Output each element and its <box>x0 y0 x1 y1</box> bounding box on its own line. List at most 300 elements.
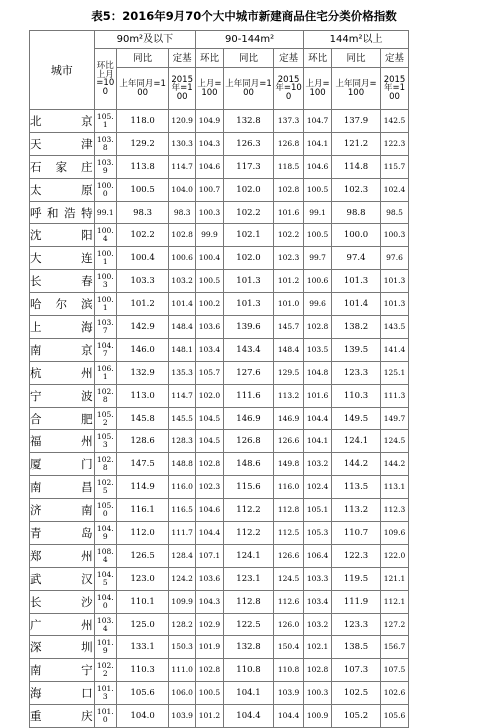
value-cell: 150.3 <box>169 636 196 659</box>
city-cell: 南昌 <box>30 476 95 499</box>
value-cell: 112.0 <box>116 522 168 545</box>
value-cell: 107.5 <box>381 659 409 682</box>
value-cell: 101.3 <box>381 270 409 293</box>
value-cell: 102.6 <box>381 682 409 705</box>
value-cell: 102.8 <box>196 659 224 682</box>
value-cell: 101.3 <box>332 270 381 293</box>
value-cell: 145.7 <box>274 316 304 339</box>
value-cell: 104.9 <box>94 522 116 545</box>
table-row <box>30 316 409 339</box>
value-cell: 103.2 <box>304 613 332 636</box>
value-cell: 103.6 <box>196 316 224 339</box>
value-cell: 100.6 <box>169 247 196 270</box>
city-cell: 长春 <box>30 270 95 293</box>
value-cell: 127.6 <box>223 361 273 384</box>
value-cell: 102.3 <box>332 178 381 201</box>
value-cell: 102.8 <box>304 316 332 339</box>
city-cell: 厦门 <box>30 453 95 476</box>
value-cell: 135.3 <box>169 361 196 384</box>
value-cell: 104.0 <box>169 178 196 201</box>
value-cell: 98.5 <box>381 201 409 224</box>
value-cell: 101.3 <box>94 682 116 705</box>
value-cell: 123.3 <box>332 361 381 384</box>
value-cell: 100.6 <box>304 270 332 293</box>
value-cell: 97.4 <box>332 247 381 270</box>
value-cell: 101.4 <box>169 293 196 316</box>
value-cell: 103.5 <box>304 338 332 361</box>
table-title: 表5：2016年9月70个大中城市新建商品住宅分类价格指数 <box>91 9 397 23</box>
value-cell: 102.0 <box>223 247 273 270</box>
value-cell: 110.8 <box>274 659 304 682</box>
value-cell: 126.5 <box>116 544 168 567</box>
value-cell: 97.6 <box>381 247 409 270</box>
value-cell: 99.1 <box>304 201 332 224</box>
value-cell: 156.7 <box>381 636 409 659</box>
value-cell: 126.6 <box>274 430 304 453</box>
value-cell: 146.0 <box>116 338 168 361</box>
value-cell: 109.6 <box>381 522 409 545</box>
value-cell: 102.8 <box>94 453 116 476</box>
city-cell: 北京 <box>30 110 95 133</box>
value-cell: 147.5 <box>116 453 168 476</box>
group-header-90-144: 90-144m² <box>196 31 304 49</box>
value-cell: 101.3 <box>381 293 409 316</box>
value-cell: 103.9 <box>169 705 196 728</box>
value-cell: 105.6 <box>381 705 409 728</box>
value-cell: 102.4 <box>381 178 409 201</box>
value-cell: 99.7 <box>304 247 332 270</box>
value-cell: 122.0 <box>381 544 409 567</box>
value-cell: 104.4 <box>223 705 273 728</box>
city-cell: 天津 <box>30 132 95 155</box>
table-row <box>30 407 409 430</box>
value-cell: 102.8 <box>274 178 304 201</box>
value-cell: 102.5 <box>332 682 381 705</box>
value-cell: 104.4 <box>196 522 224 545</box>
value-cell: 105.2 <box>332 705 381 728</box>
price-index-table <box>29 30 409 728</box>
value-cell: 100.1 <box>94 247 116 270</box>
city-cell: 海口 <box>30 682 95 705</box>
value-cell: 105.6 <box>116 682 168 705</box>
value-cell: 98.8 <box>332 201 381 224</box>
value-cell: 124.5 <box>274 567 304 590</box>
value-cell: 110.3 <box>116 659 168 682</box>
value-cell: 112.2 <box>223 522 273 545</box>
value-cell: 122.5 <box>223 613 273 636</box>
value-cell: 146.9 <box>223 407 273 430</box>
value-cell: 104.7 <box>94 338 116 361</box>
value-cell: 104.1 <box>223 682 273 705</box>
value-cell: 104.5 <box>94 567 116 590</box>
value-cell: 100.4 <box>94 224 116 247</box>
value-cell: 100.0 <box>332 224 381 247</box>
value-cell: 111.0 <box>169 659 196 682</box>
value-cell: 123.3 <box>332 613 381 636</box>
value-cell: 110.1 <box>116 590 168 613</box>
city-cell: 合肥 <box>30 407 95 430</box>
value-cell: 148.1 <box>169 338 196 361</box>
value-cell: 116.5 <box>169 499 196 522</box>
g3-dj-sub: 2015年=100 <box>381 68 409 110</box>
value-cell: 112.1 <box>381 590 409 613</box>
g3-hb-header: 环比 <box>304 49 332 68</box>
value-cell: 100.3 <box>196 201 224 224</box>
value-cell: 102.1 <box>304 636 332 659</box>
value-cell: 106.1 <box>94 361 116 384</box>
value-cell: 115.6 <box>223 476 273 499</box>
g2-hb-header: 环比 <box>196 49 224 68</box>
table-row <box>30 384 409 407</box>
value-cell: 98.3 <box>116 201 168 224</box>
table-row <box>30 613 409 636</box>
value-cell: 100.5 <box>304 224 332 247</box>
g2-hb-sub: 上月=100 <box>196 68 224 110</box>
value-cell: 101.6 <box>274 201 304 224</box>
value-cell: 113.2 <box>332 499 381 522</box>
value-cell: 143.4 <box>223 338 273 361</box>
value-cell: 127.2 <box>381 613 409 636</box>
value-cell: 105.3 <box>94 430 116 453</box>
table-row <box>30 155 409 178</box>
city-cell: 深圳 <box>30 636 95 659</box>
city-cell: 郑州 <box>30 544 95 567</box>
g1-hb-label: 环比 <box>96 61 114 71</box>
table-row <box>30 636 409 659</box>
value-cell: 126.8 <box>274 132 304 155</box>
value-cell: 102.9 <box>196 613 224 636</box>
value-cell: 142.5 <box>381 110 409 133</box>
city-cell: 宁波 <box>30 384 95 407</box>
value-cell: 102.8 <box>169 224 196 247</box>
value-cell: 138.2 <box>332 316 381 339</box>
city-cell: 杭州 <box>30 361 95 384</box>
value-cell: 107.3 <box>332 659 381 682</box>
value-cell: 100.3 <box>304 682 332 705</box>
value-cell: 100.2 <box>196 293 224 316</box>
city-cell: 沈阳 <box>30 224 95 247</box>
table-row <box>30 499 409 522</box>
value-cell: 141.4 <box>381 338 409 361</box>
value-cell: 145.8 <box>116 407 168 430</box>
table-row <box>30 453 409 476</box>
value-cell: 113.8 <box>116 155 168 178</box>
table-row <box>30 544 409 567</box>
value-cell: 124.2 <box>169 567 196 590</box>
city-cell: 呼和浩特 <box>30 201 95 224</box>
table-row <box>30 178 409 201</box>
g2-tb-header: 同比 <box>223 49 273 68</box>
value-cell: 104.3 <box>196 132 224 155</box>
g1-tb-sub: 上年同月=100 <box>116 68 168 110</box>
value-cell: 112.6 <box>274 590 304 613</box>
table-row <box>30 476 409 499</box>
value-cell: 105.1 <box>94 110 116 133</box>
value-cell: 128.6 <box>116 430 168 453</box>
value-cell: 110.3 <box>332 384 381 407</box>
value-cell: 113.0 <box>116 384 168 407</box>
value-cell: 108.4 <box>94 544 116 567</box>
value-cell: 148.4 <box>169 316 196 339</box>
value-cell: 110.7 <box>332 522 381 545</box>
value-cell: 104.5 <box>196 430 224 453</box>
value-cell: 114.7 <box>169 155 196 178</box>
value-cell: 101.2 <box>274 270 304 293</box>
value-cell: 103.9 <box>274 682 304 705</box>
value-cell: 116.0 <box>169 476 196 499</box>
g1-hb-header <box>94 49 116 110</box>
value-cell: 100.5 <box>304 178 332 201</box>
value-cell: 146.9 <box>274 407 304 430</box>
value-cell: 148.6 <box>223 453 273 476</box>
value-cell: 122.3 <box>381 132 409 155</box>
table-row <box>30 338 409 361</box>
value-cell: 126.8 <box>223 430 273 453</box>
value-cell: 106.0 <box>169 682 196 705</box>
table-header <box>30 31 409 110</box>
value-cell: 104.9 <box>196 110 224 133</box>
table-row <box>30 224 409 247</box>
value-cell: 102.0 <box>223 178 273 201</box>
value-cell: 106.4 <box>304 544 332 567</box>
value-cell: 118.0 <box>116 110 168 133</box>
value-cell: 124.5 <box>381 430 409 453</box>
value-cell: 100.3 <box>381 224 409 247</box>
value-cell: 112.5 <box>274 522 304 545</box>
value-cell: 114.8 <box>332 155 381 178</box>
value-cell: 100.4 <box>116 247 168 270</box>
value-cell: 111.7 <box>169 522 196 545</box>
city-cell: 南京 <box>30 338 95 361</box>
value-cell: 102.2 <box>94 659 116 682</box>
value-cell: 100.5 <box>116 178 168 201</box>
value-cell: 100.3 <box>94 270 116 293</box>
g1-dj-header: 定基 <box>169 49 196 68</box>
value-cell: 104.6 <box>304 155 332 178</box>
value-cell: 102.3 <box>196 476 224 499</box>
value-cell: 148.8 <box>169 453 196 476</box>
value-cell: 116.0 <box>274 476 304 499</box>
value-cell: 104.5 <box>196 407 224 430</box>
value-cell: 102.0 <box>196 384 224 407</box>
value-cell: 101.2 <box>116 293 168 316</box>
value-cell: 145.5 <box>169 407 196 430</box>
value-cell: 103.6 <box>196 567 224 590</box>
value-cell: 103.9 <box>94 155 116 178</box>
value-cell: 113.1 <box>381 476 409 499</box>
city-cell: 太原 <box>30 178 95 201</box>
value-cell: 104.3 <box>196 590 224 613</box>
value-cell: 99.1 <box>94 201 116 224</box>
value-cell: 115.7 <box>381 155 409 178</box>
table-row <box>30 522 409 545</box>
value-cell: 103.3 <box>304 567 332 590</box>
city-cell: 哈尔滨 <box>30 293 95 316</box>
value-cell: 100.5 <box>196 682 224 705</box>
city-cell: 济南 <box>30 499 95 522</box>
value-cell: 101.3 <box>223 293 273 316</box>
city-cell: 广州 <box>30 613 95 636</box>
value-cell: 111.3 <box>381 384 409 407</box>
value-cell: 100.7 <box>196 178 224 201</box>
value-cell: 104.6 <box>196 499 224 522</box>
value-cell: 116.1 <box>116 499 168 522</box>
value-cell: 107.1 <box>196 544 224 567</box>
value-cell: 138.5 <box>332 636 381 659</box>
value-cell: 99.9 <box>196 224 224 247</box>
value-cell: 128.4 <box>169 544 196 567</box>
value-cell: 112.3 <box>381 499 409 522</box>
value-cell: 102.2 <box>274 224 304 247</box>
value-cell: 126.6 <box>274 544 304 567</box>
table-row <box>30 247 409 270</box>
value-cell: 102.8 <box>94 384 116 407</box>
value-cell: 126.3 <box>223 132 273 155</box>
value-cell: 112.8 <box>223 590 273 613</box>
city-cell: 上海 <box>30 316 95 339</box>
value-cell: 100.9 <box>304 705 332 728</box>
value-cell: 100.4 <box>196 247 224 270</box>
value-cell: 102.8 <box>196 453 224 476</box>
value-cell: 118.5 <box>274 155 304 178</box>
value-cell: 102.4 <box>304 476 332 499</box>
table-row <box>30 110 409 133</box>
city-cell: 石家庄 <box>30 155 95 178</box>
value-cell: 121.2 <box>332 132 381 155</box>
table-body <box>30 110 409 728</box>
value-cell: 148.4 <box>274 338 304 361</box>
value-cell: 105.1 <box>304 499 332 522</box>
value-cell: 137.9 <box>332 110 381 133</box>
value-cell: 101.2 <box>196 705 224 728</box>
value-cell: 111.6 <box>223 384 273 407</box>
value-cell: 105.3 <box>304 522 332 545</box>
value-cell: 101.4 <box>332 293 381 316</box>
value-cell: 142.9 <box>116 316 168 339</box>
value-cell: 100.0 <box>94 178 116 201</box>
value-cell: 110.8 <box>223 659 273 682</box>
value-cell: 104.1 <box>304 430 332 453</box>
g3-hb-sub: 上月=100 <box>304 68 332 110</box>
value-cell: 114.9 <box>116 476 168 499</box>
value-cell: 103.4 <box>196 338 224 361</box>
value-cell: 114.7 <box>169 384 196 407</box>
value-cell: 104.1 <box>304 132 332 155</box>
value-cell: 139.6 <box>223 316 273 339</box>
table-row <box>30 590 409 613</box>
value-cell: 132.9 <box>116 361 168 384</box>
value-cell: 129.5 <box>274 361 304 384</box>
value-cell: 121.1 <box>381 567 409 590</box>
value-cell: 133.1 <box>116 636 168 659</box>
table-row <box>30 430 409 453</box>
value-cell: 149.8 <box>274 453 304 476</box>
value-cell: 112.2 <box>223 499 273 522</box>
value-cell: 103.7 <box>94 316 116 339</box>
value-cell: 101.9 <box>196 636 224 659</box>
value-cell: 99.6 <box>304 293 332 316</box>
value-cell: 125.1 <box>381 361 409 384</box>
group-header-90-below: 90m²及以下 <box>94 31 195 49</box>
value-cell: 129.2 <box>116 132 168 155</box>
table-row <box>30 201 409 224</box>
value-cell: 120.9 <box>169 110 196 133</box>
value-cell: 125.0 <box>116 613 168 636</box>
value-cell: 124.1 <box>223 544 273 567</box>
value-cell: 105.2 <box>94 407 116 430</box>
g1-dj-sub: 2015年=100 <box>169 68 196 110</box>
value-cell: 143.5 <box>381 316 409 339</box>
value-cell: 103.8 <box>94 132 116 155</box>
city-cell: 大连 <box>30 247 95 270</box>
value-cell: 117.3 <box>223 155 273 178</box>
value-cell: 144.2 <box>332 453 381 476</box>
value-cell: 119.5 <box>332 567 381 590</box>
table-row <box>30 270 409 293</box>
value-cell: 103.4 <box>94 613 116 636</box>
value-cell: 149.7 <box>381 407 409 430</box>
value-cell: 100.1 <box>94 293 116 316</box>
table-row <box>30 659 409 682</box>
value-cell: 150.4 <box>274 636 304 659</box>
value-cell: 124.1 <box>332 430 381 453</box>
value-cell: 111.9 <box>332 590 381 613</box>
value-cell: 137.3 <box>274 110 304 133</box>
city-column-header: 城市 <box>30 31 95 110</box>
value-cell: 101.9 <box>94 636 116 659</box>
g1-tb-header: 同比 <box>116 49 168 68</box>
table-row <box>30 567 409 590</box>
table-row <box>30 705 409 728</box>
value-cell: 100.5 <box>196 270 224 293</box>
table-row <box>30 361 409 384</box>
value-cell: 113.2 <box>274 384 304 407</box>
value-cell: 109.9 <box>169 590 196 613</box>
value-cell: 122.3 <box>332 544 381 567</box>
value-cell: 102.2 <box>223 201 273 224</box>
value-cell: 128.3 <box>169 430 196 453</box>
table-row <box>30 293 409 316</box>
value-cell: 105.7 <box>196 361 224 384</box>
value-cell: 132.8 <box>223 636 273 659</box>
value-cell: 104.8 <box>304 361 332 384</box>
city-cell: 长沙 <box>30 590 95 613</box>
value-cell: 101.0 <box>274 293 304 316</box>
value-cell: 104.0 <box>116 705 168 728</box>
city-cell: 福州 <box>30 430 95 453</box>
value-cell: 126.0 <box>274 613 304 636</box>
value-cell: 144.2 <box>381 453 409 476</box>
value-cell: 112.8 <box>274 499 304 522</box>
table-row <box>30 682 409 705</box>
table-row <box>30 132 409 155</box>
g2-dj-header: 定基 <box>274 49 304 68</box>
value-cell: 104.4 <box>304 407 332 430</box>
value-cell: 104.6 <box>196 155 224 178</box>
g2-dj-sub: 2015年=100 <box>274 68 304 110</box>
value-cell: 101.3 <box>223 270 273 293</box>
value-cell: 104.0 <box>94 590 116 613</box>
g2-tb-sub: 上年同月=100 <box>223 68 273 110</box>
value-cell: 102.1 <box>223 224 273 247</box>
value-cell: 104.4 <box>274 705 304 728</box>
value-cell: 149.5 <box>332 407 381 430</box>
value-cell: 123.1 <box>223 567 273 590</box>
value-cell: 102.2 <box>116 224 168 247</box>
value-cell: 103.2 <box>169 270 196 293</box>
value-cell: 105.0 <box>94 499 116 522</box>
city-cell: 青岛 <box>30 522 95 545</box>
